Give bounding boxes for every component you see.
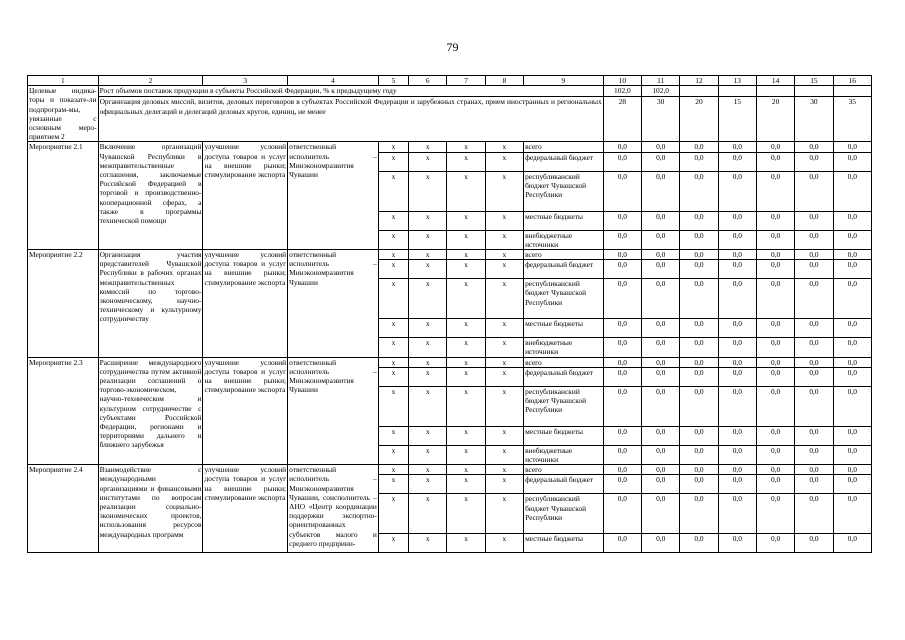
funding-source: всего [524,250,604,260]
x-mark: x [447,338,485,357]
funding-source: внебюджетные источники [524,445,604,464]
funding-value: 0,0 [718,211,756,230]
x-mark: x [447,319,485,338]
funding-value: 0,0 [680,152,718,171]
x-mark: x [378,279,408,319]
x-mark: x [378,171,408,211]
x-mark: x [378,260,408,279]
x-mark: x [485,319,523,338]
x-mark: x [378,319,408,338]
funding-value: 0,0 [718,250,756,260]
x-mark: x [378,426,408,445]
funding-value: 0,0 [795,386,833,426]
funding-value: 0,0 [642,260,680,279]
event-row [28,142,872,152]
funding-value: 0,0 [603,445,641,464]
event-description: Включение организаций Чувашской Республики в межправительственные соглашения, заключаемые Российской Федерацией в торговой и производственно-кооперационной сферах, а также в программы технической помощи [98,142,203,250]
x-mark: x [378,386,408,426]
indicator-value: 20 [756,97,794,142]
x-mark: x [378,357,408,367]
funding-value: 0,0 [833,211,871,230]
funding-source: всего [524,465,604,475]
x-mark: x [447,230,485,249]
funding-value: 0,0 [833,319,871,338]
funding-value: 0,0 [642,475,680,494]
x-mark: x [409,211,447,230]
funding-value: 0,0 [642,426,680,445]
x-mark: x [409,171,447,211]
funding-value: 0,0 [603,494,641,534]
funding-value: 0,0 [756,142,794,152]
event-name: Мероприятие 2.2 [28,250,99,358]
funding-value: 0,0 [603,319,641,338]
x-mark: x [485,279,523,319]
funding-value: 0,0 [642,465,680,475]
funding-value: 0,0 [795,152,833,171]
x-mark: x [485,367,523,386]
funding-source: федеральный бюджет [524,367,604,386]
funding-value: 0,0 [795,426,833,445]
funding-value: 0,0 [718,357,756,367]
header-row [28,76,872,86]
event-executor: ответственный исполнитель – Минэкономразвития Чувашии [288,357,379,465]
funding-value: 0,0 [603,250,641,260]
x-mark: x [485,357,523,367]
funding-value: 0,0 [756,319,794,338]
funding-value: 0,0 [795,367,833,386]
x-mark: x [378,494,408,534]
x-mark: x [447,475,485,494]
funding-value: 0,0 [795,171,833,211]
funding-value: 0,0 [603,357,641,367]
indicator-value [833,86,871,97]
x-mark: x [378,475,408,494]
funding-source: местные бюджеты [524,319,604,338]
funding-value: 0,0 [603,367,641,386]
x-mark: x [409,142,447,152]
x-mark: x [447,445,485,464]
program-table [27,75,872,553]
header-cell: 8 [485,76,523,86]
event-goal: улучшение условий доступа товаров и услуг на внешние рынки; стимулирование экспорта [203,142,288,250]
x-mark: x [447,152,485,171]
indicator-value: 30 [642,97,680,142]
funding-value: 0,0 [795,142,833,152]
funding-value: 0,0 [756,279,794,319]
x-mark: x [378,445,408,464]
x-mark: x [447,494,485,534]
x-mark: x [485,338,523,357]
indicator-value [718,86,756,97]
funding-value: 0,0 [756,465,794,475]
funding-value: 0,0 [756,357,794,367]
header-cell: 5 [378,76,408,86]
funding-value: 0,0 [680,338,718,357]
funding-value: 0,0 [603,465,641,475]
indicator-text: Рост объемов поставок продукции в субъекты Российской Федерации, % к предыдущему году [98,86,603,97]
event-executor: ответственный исполнитель – Минэкономразвития Чувашии [288,250,379,358]
x-mark: x [378,230,408,249]
funding-value: 0,0 [603,230,641,249]
funding-value: 0,0 [795,279,833,319]
funding-value: 0,0 [756,230,794,249]
funding-value: 0,0 [718,171,756,211]
funding-value: 0,0 [833,230,871,249]
header-cell: 7 [447,76,485,86]
header-cell: 3 [203,76,288,86]
x-mark: x [485,171,523,211]
funding-value: 0,0 [642,319,680,338]
event-row [28,357,872,367]
funding-source: всего [524,142,604,152]
event-description: Расширение международного сотрудничества путем активной реализации соглашений о торгово-экономическом, научно-техническом и культурном сотрудничестве с субъектами Российской Федерации, регионами и территориями дальнего и ближнего зарубежья [98,357,203,465]
x-mark: x [409,250,447,260]
funding-value: 0,0 [833,142,871,152]
funding-value: 0,0 [833,152,871,171]
funding-value: 0,0 [718,230,756,249]
indicator-value: 28 [603,97,641,142]
x-mark: x [447,386,485,426]
funding-value: 0,0 [642,386,680,426]
x-mark: x [447,279,485,319]
x-mark: x [485,142,523,152]
event-name: Мероприятие 2.1 [28,142,99,250]
indicator-value [756,86,794,97]
funding-value: 0,0 [718,319,756,338]
funding-value: 0,0 [718,426,756,445]
header-cell: 4 [288,76,379,86]
header-cell: 1 [28,76,99,86]
funding-value: 0,0 [603,534,641,553]
x-mark: x [485,465,523,475]
funding-value: 0,0 [718,338,756,357]
funding-value: 0,0 [680,426,718,445]
header-cell: 13 [718,76,756,86]
funding-source: республиканский бюджет Чувашской Республики [524,386,604,426]
funding-value: 0,0 [718,465,756,475]
event-description: Взаимодействие с международными организациями и финансовыми институтами по вопросам реализации социально-экономических проектов, использования ресурсов международных программ [98,465,203,553]
funding-value: 0,0 [795,260,833,279]
funding-value: 0,0 [718,494,756,534]
funding-source: местные бюджеты [524,426,604,445]
funding-value: 0,0 [642,171,680,211]
indicator-row [28,86,872,97]
funding-value: 0,0 [833,475,871,494]
x-mark: x [409,445,447,464]
funding-value: 0,0 [642,367,680,386]
funding-value: 0,0 [718,534,756,553]
x-mark: x [409,230,447,249]
x-mark: x [378,250,408,260]
funding-value: 0,0 [680,534,718,553]
funding-value: 0,0 [603,475,641,494]
funding-value: 0,0 [680,367,718,386]
funding-value: 0,0 [603,279,641,319]
funding-source: внебюджетные источники [524,230,604,249]
funding-value: 0,0 [680,230,718,249]
funding-value: 0,0 [833,367,871,386]
indicator-label: Целевые индика-торы и показате-ли подпрограм-мы, увязанные с основным меро-приятием 2 [29,86,97,142]
funding-value: 0,0 [603,426,641,445]
funding-value: 0,0 [642,534,680,553]
indicator-value: 20 [680,97,718,142]
funding-value: 0,0 [680,260,718,279]
x-mark: x [447,142,485,152]
event-description: Организация участия представителей Чувашской Республики в рабочих органах межправительственных комиссий по торгово-экономическому, научно-техническому и культурному сотрудничеству [98,250,203,358]
indicator-value: 102,0 [642,86,680,97]
x-mark: x [485,386,523,426]
x-mark: x [409,534,447,553]
funding-value: 0,0 [756,494,794,534]
x-mark: x [378,367,408,386]
header-cell: 2 [98,76,203,86]
indicator-value: 102,0 [603,86,641,97]
funding-value: 0,0 [603,142,641,152]
x-mark: x [485,475,523,494]
funding-value: 0,0 [795,211,833,230]
funding-value: 0,0 [718,445,756,464]
funding-value: 0,0 [680,386,718,426]
funding-value: 0,0 [833,494,871,534]
funding-value: 0,0 [603,338,641,357]
indicator-value: 35 [833,97,871,142]
funding-value: 0,0 [680,357,718,367]
x-mark: x [409,426,447,445]
event-name: Мероприятие 2.4 [28,465,99,553]
x-mark: x [485,445,523,464]
event-executor: ответственный исполнитель – Минэкономразвития Чувашии [288,142,379,250]
x-mark: x [485,426,523,445]
x-mark: x [485,152,523,171]
event-executor: ответственный исполнитель – Минэкономразвития Чувашии, соисполнитель – АНО «Центр координации поддержки экспортно-ориентированных субъектов малого и среднего предприни- [288,465,379,553]
funding-value: 0,0 [833,357,871,367]
x-mark: x [447,357,485,367]
funding-source: всего [524,357,604,367]
header-cell: 12 [680,76,718,86]
funding-value: 0,0 [603,171,641,211]
funding-value: 0,0 [718,142,756,152]
indicator-value [795,86,833,97]
funding-value: 0,0 [642,445,680,464]
x-mark: x [409,260,447,279]
funding-value: 0,0 [642,250,680,260]
funding-value: 0,0 [718,475,756,494]
funding-value: 0,0 [756,367,794,386]
funding-value: 0,0 [718,152,756,171]
funding-value: 0,0 [833,171,871,211]
event-goal: улучшение условий доступа товаров и услуг на внешние рынки; стимулирование экспорта [203,250,288,358]
x-mark: x [409,338,447,357]
x-mark: x [485,250,523,260]
funding-value: 0,0 [642,211,680,230]
funding-value: 0,0 [680,171,718,211]
funding-value: 0,0 [680,319,718,338]
funding-value: 0,0 [680,475,718,494]
funding-value: 0,0 [642,142,680,152]
x-mark: x [485,211,523,230]
x-mark: x [378,465,408,475]
x-mark: x [378,211,408,230]
funding-value: 0,0 [680,250,718,260]
funding-value: 0,0 [833,338,871,357]
funding-value: 0,0 [756,445,794,464]
x-mark: x [447,171,485,211]
funding-value: 0,0 [756,426,794,445]
funding-value: 0,0 [680,142,718,152]
funding-value: 0,0 [680,211,718,230]
x-mark: x [485,260,523,279]
x-mark: x [409,319,447,338]
header-cell: 6 [409,76,447,86]
funding-source: республиканский бюджет Чувашской Республики [524,279,604,319]
x-mark: x [447,260,485,279]
funding-value: 0,0 [642,152,680,171]
funding-value: 0,0 [680,279,718,319]
x-mark: x [409,367,447,386]
event-goal: улучшение условий доступа товаров и услуг на внешние рынки; стимулирование экспорта [203,465,288,553]
x-mark: x [447,465,485,475]
funding-value: 0,0 [603,152,641,171]
funding-value: 0,0 [756,386,794,426]
funding-value: 0,0 [680,465,718,475]
funding-value: 0,0 [680,445,718,464]
x-mark: x [409,465,447,475]
funding-value: 0,0 [795,338,833,357]
funding-value: 0,0 [833,260,871,279]
header-cell: 11 [642,76,680,86]
x-mark: x [447,250,485,260]
x-mark: x [447,534,485,553]
funding-value: 0,0 [795,230,833,249]
x-mark: x [409,357,447,367]
funding-value: 0,0 [603,260,641,279]
indicator-value: 15 [718,97,756,142]
funding-value: 0,0 [833,250,871,260]
funding-value: 0,0 [642,230,680,249]
funding-value: 0,0 [795,445,833,464]
indicator-text: Организация деловых миссий, визитов, деловых переговоров в субъектах Российской Федерации и зарубежных странах, прием иностранных и региональных официальных делегаций и делегаций деловых кругов, единиц, не менее [98,97,603,142]
funding-value: 0,0 [603,386,641,426]
indicator-value [680,86,718,97]
indicator-value: 30 [795,97,833,142]
funding-value: 0,0 [833,465,871,475]
header-cell: 14 [756,76,794,86]
x-mark: x [485,494,523,534]
funding-value: 0,0 [795,465,833,475]
funding-value: 0,0 [756,260,794,279]
funding-value: 0,0 [756,475,794,494]
x-mark: x [447,426,485,445]
header-cell: 10 [603,76,641,86]
funding-value: 0,0 [642,494,680,534]
funding-source: внебюджетные источники [524,338,604,357]
x-mark: x [409,475,447,494]
event-row [28,465,872,475]
funding-value: 0,0 [680,494,718,534]
x-mark: x [378,534,408,553]
header-cell: 9 [524,76,604,86]
x-mark: x [409,386,447,426]
x-mark: x [485,534,523,553]
funding-source: республиканский бюджет Чувашской Республики [524,494,604,534]
x-mark: x [485,230,523,249]
funding-value: 0,0 [642,357,680,367]
funding-source: республиканский бюджет Чувашской Республики [524,171,604,211]
event-name: Мероприятие 2.3 [28,357,99,465]
funding-value: 0,0 [833,386,871,426]
funding-value: 0,0 [718,367,756,386]
funding-value: 0,0 [795,250,833,260]
funding-source: местные бюджеты [524,211,604,230]
funding-value: 0,0 [718,279,756,319]
funding-value: 0,0 [833,279,871,319]
event-goal: улучшение условий доступа товаров и услуг на внешние рынки; стимулирование экспорта [203,357,288,465]
funding-value: 0,0 [718,260,756,279]
x-mark: x [447,211,485,230]
funding-value: 0,0 [756,211,794,230]
header-cell: 15 [795,76,833,86]
funding-value: 0,0 [833,426,871,445]
funding-value: 0,0 [642,279,680,319]
header-cell: 16 [833,76,871,86]
funding-value: 0,0 [795,494,833,534]
x-mark: x [409,494,447,534]
funding-source: федеральный бюджет [524,475,604,494]
funding-value: 0,0 [603,211,641,230]
funding-source: федеральный бюджет [524,260,604,279]
funding-value: 0,0 [756,338,794,357]
x-mark: x [409,152,447,171]
funding-value: 0,0 [795,534,833,553]
funding-value: 0,0 [642,338,680,357]
funding-value: 0,0 [833,534,871,553]
funding-source: местные бюджеты [524,534,604,553]
x-mark: x [447,367,485,386]
funding-value: 0,0 [795,319,833,338]
x-mark: x [378,152,408,171]
x-mark: x [378,338,408,357]
funding-source: федеральный бюджет [524,152,604,171]
funding-value: 0,0 [795,357,833,367]
page-number: 79 [446,40,459,54]
event-row [28,250,872,260]
funding-value: 0,0 [795,475,833,494]
funding-value: 0,0 [756,171,794,211]
funding-value: 0,0 [756,152,794,171]
funding-value: 0,0 [756,250,794,260]
indicator-row [28,97,872,142]
funding-value: 0,0 [833,445,871,464]
funding-value: 0,0 [756,534,794,553]
x-mark: x [409,279,447,319]
funding-value: 0,0 [718,386,756,426]
x-mark: x [378,142,408,152]
